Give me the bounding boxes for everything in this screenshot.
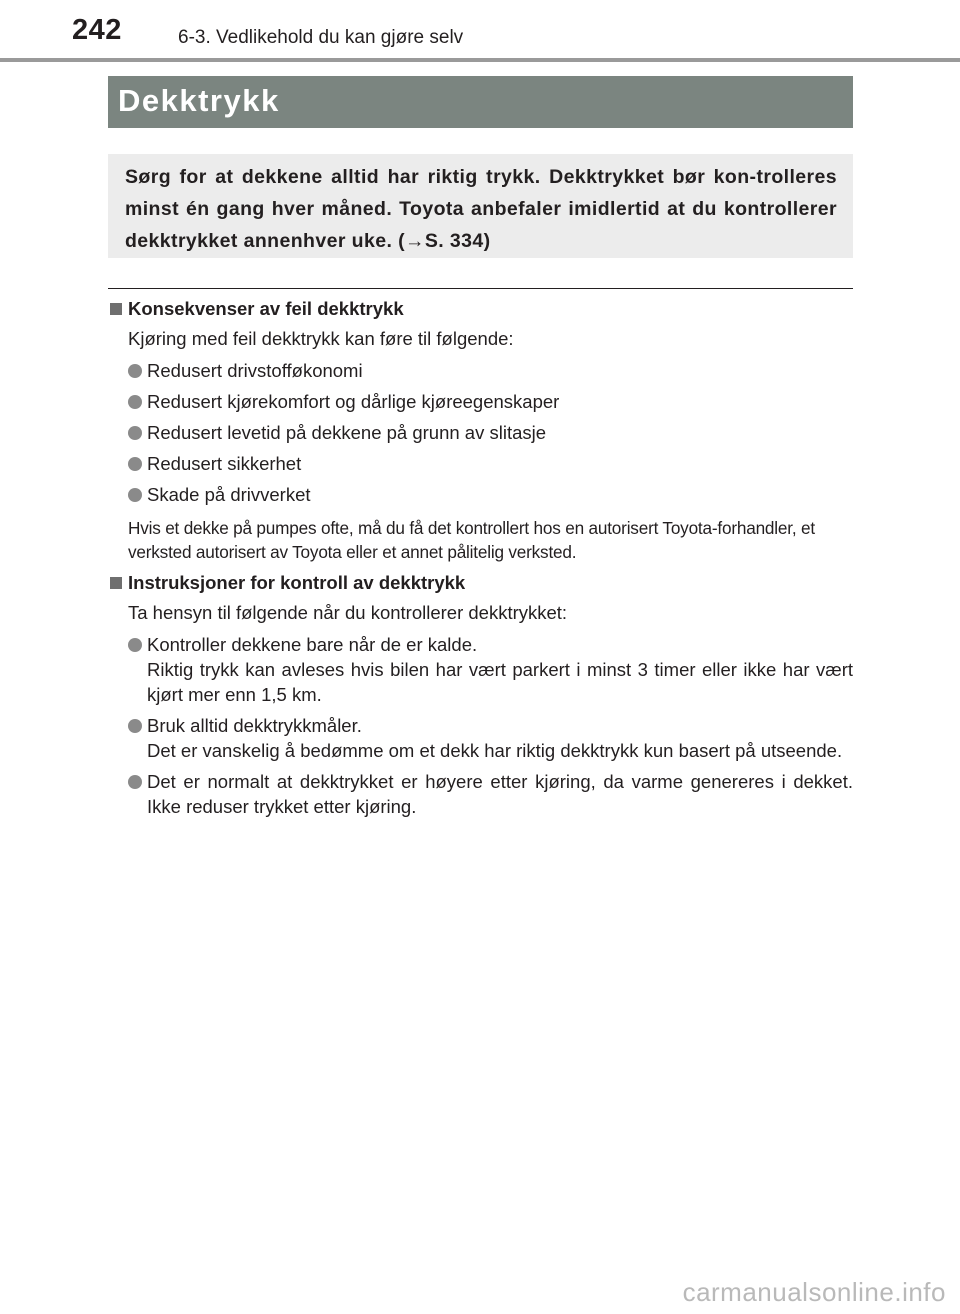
- list-item-title: Kontroller dekkene bare når de er kalde.: [147, 634, 478, 655]
- watermark[interactable]: carmanualsonline.info: [682, 1277, 946, 1307]
- list-item: [108, 632, 853, 707]
- list-item: [108, 389, 853, 414]
- bullet-dot-icon: [128, 457, 142, 471]
- section-heading-instructions: [108, 570, 853, 596]
- section-intro: Ta hensyn til følgende når du kontrollerer dekktrykket:: [128, 602, 568, 623]
- intro-text: Sørg for at dekkene alltid har riktig trykk. Dekktrykket bør kon-trolleres minst én gang hver måned. Toyota anbefaler imidlertid at du kontrollerer dekktrykket annenhver uke. (→S. 334): [125, 166, 837, 252]
- page-title: Dekktrykk: [118, 83, 280, 118]
- list-item-detail: Riktig trykk kan avleses hvis bilen har vært parkert i minst 3 timer eller ikke har vært kjørt mer enn 1,5 km.: [147, 659, 853, 705]
- section-heading-text: Instruksjoner for kontroll av dekktrykk: [128, 572, 466, 593]
- bullet-dot-icon: [128, 395, 142, 409]
- section-intro: Kjøring med feil dekktrykk kan føre til følgende:: [128, 328, 514, 349]
- page-header: [0, 0, 960, 62]
- header-rule: [0, 58, 960, 62]
- list-item-text: Redusert sikkerhet: [147, 453, 302, 474]
- list-item-text: Redusert levetid på dekkene på grunn av slitasje: [147, 422, 547, 443]
- section-path: 6-3. Vedlikehold du kan gjøre selv: [178, 27, 464, 48]
- intro-box: [108, 154, 853, 258]
- list-item: [108, 713, 853, 763]
- list-item-title: Bruk alltid dekktrykkmåler.: [147, 715, 362, 736]
- list-item: [108, 451, 853, 476]
- section-note: Hvis et dekke på pumpes ofte, må du få det kontrollert hos en autorisert Toyota-forhandler, et verksted autorisert av Toyota eller et annet pålitelig verksted.: [128, 518, 815, 562]
- title-bar: [108, 76, 853, 128]
- bullet-dot-icon: [128, 775, 142, 789]
- square-bullet-icon: [110, 303, 122, 315]
- list-item: [108, 420, 853, 445]
- list-item: [108, 769, 853, 819]
- bullet-dot-icon: [128, 719, 142, 733]
- content: [108, 296, 853, 819]
- bullet-dot-icon: [128, 364, 142, 378]
- bullet-dot-icon: [128, 638, 142, 652]
- square-bullet-icon: [110, 577, 122, 589]
- list-item: [108, 482, 853, 507]
- section-heading-text: Konsekvenser av feil dekktrykk: [128, 298, 404, 319]
- page-number: 242: [72, 14, 122, 46]
- list-item-detail: Det er vanskelig å bedømme om et dekk har riktig dekktrykk kun basert på utseende.: [147, 740, 843, 761]
- list-item-title: Det er normalt at dekktrykket er høyere etter kjøring, da varme genereres i dekket. Ikke reduser trykket etter kjøring.: [147, 771, 853, 817]
- list-item-text: Skade på drivverket: [147, 484, 311, 505]
- section-heading-consequences: [108, 296, 853, 322]
- list-item: [108, 358, 853, 383]
- list-item-text: Redusert drivstofføkonomi: [147, 360, 363, 381]
- list-item-text: Redusert kjørekomfort og dårlige kjøreegenskaper: [147, 391, 560, 412]
- bullet-dot-icon: [128, 488, 142, 502]
- content-rule: [108, 288, 853, 289]
- bullet-dot-icon: [128, 426, 142, 440]
